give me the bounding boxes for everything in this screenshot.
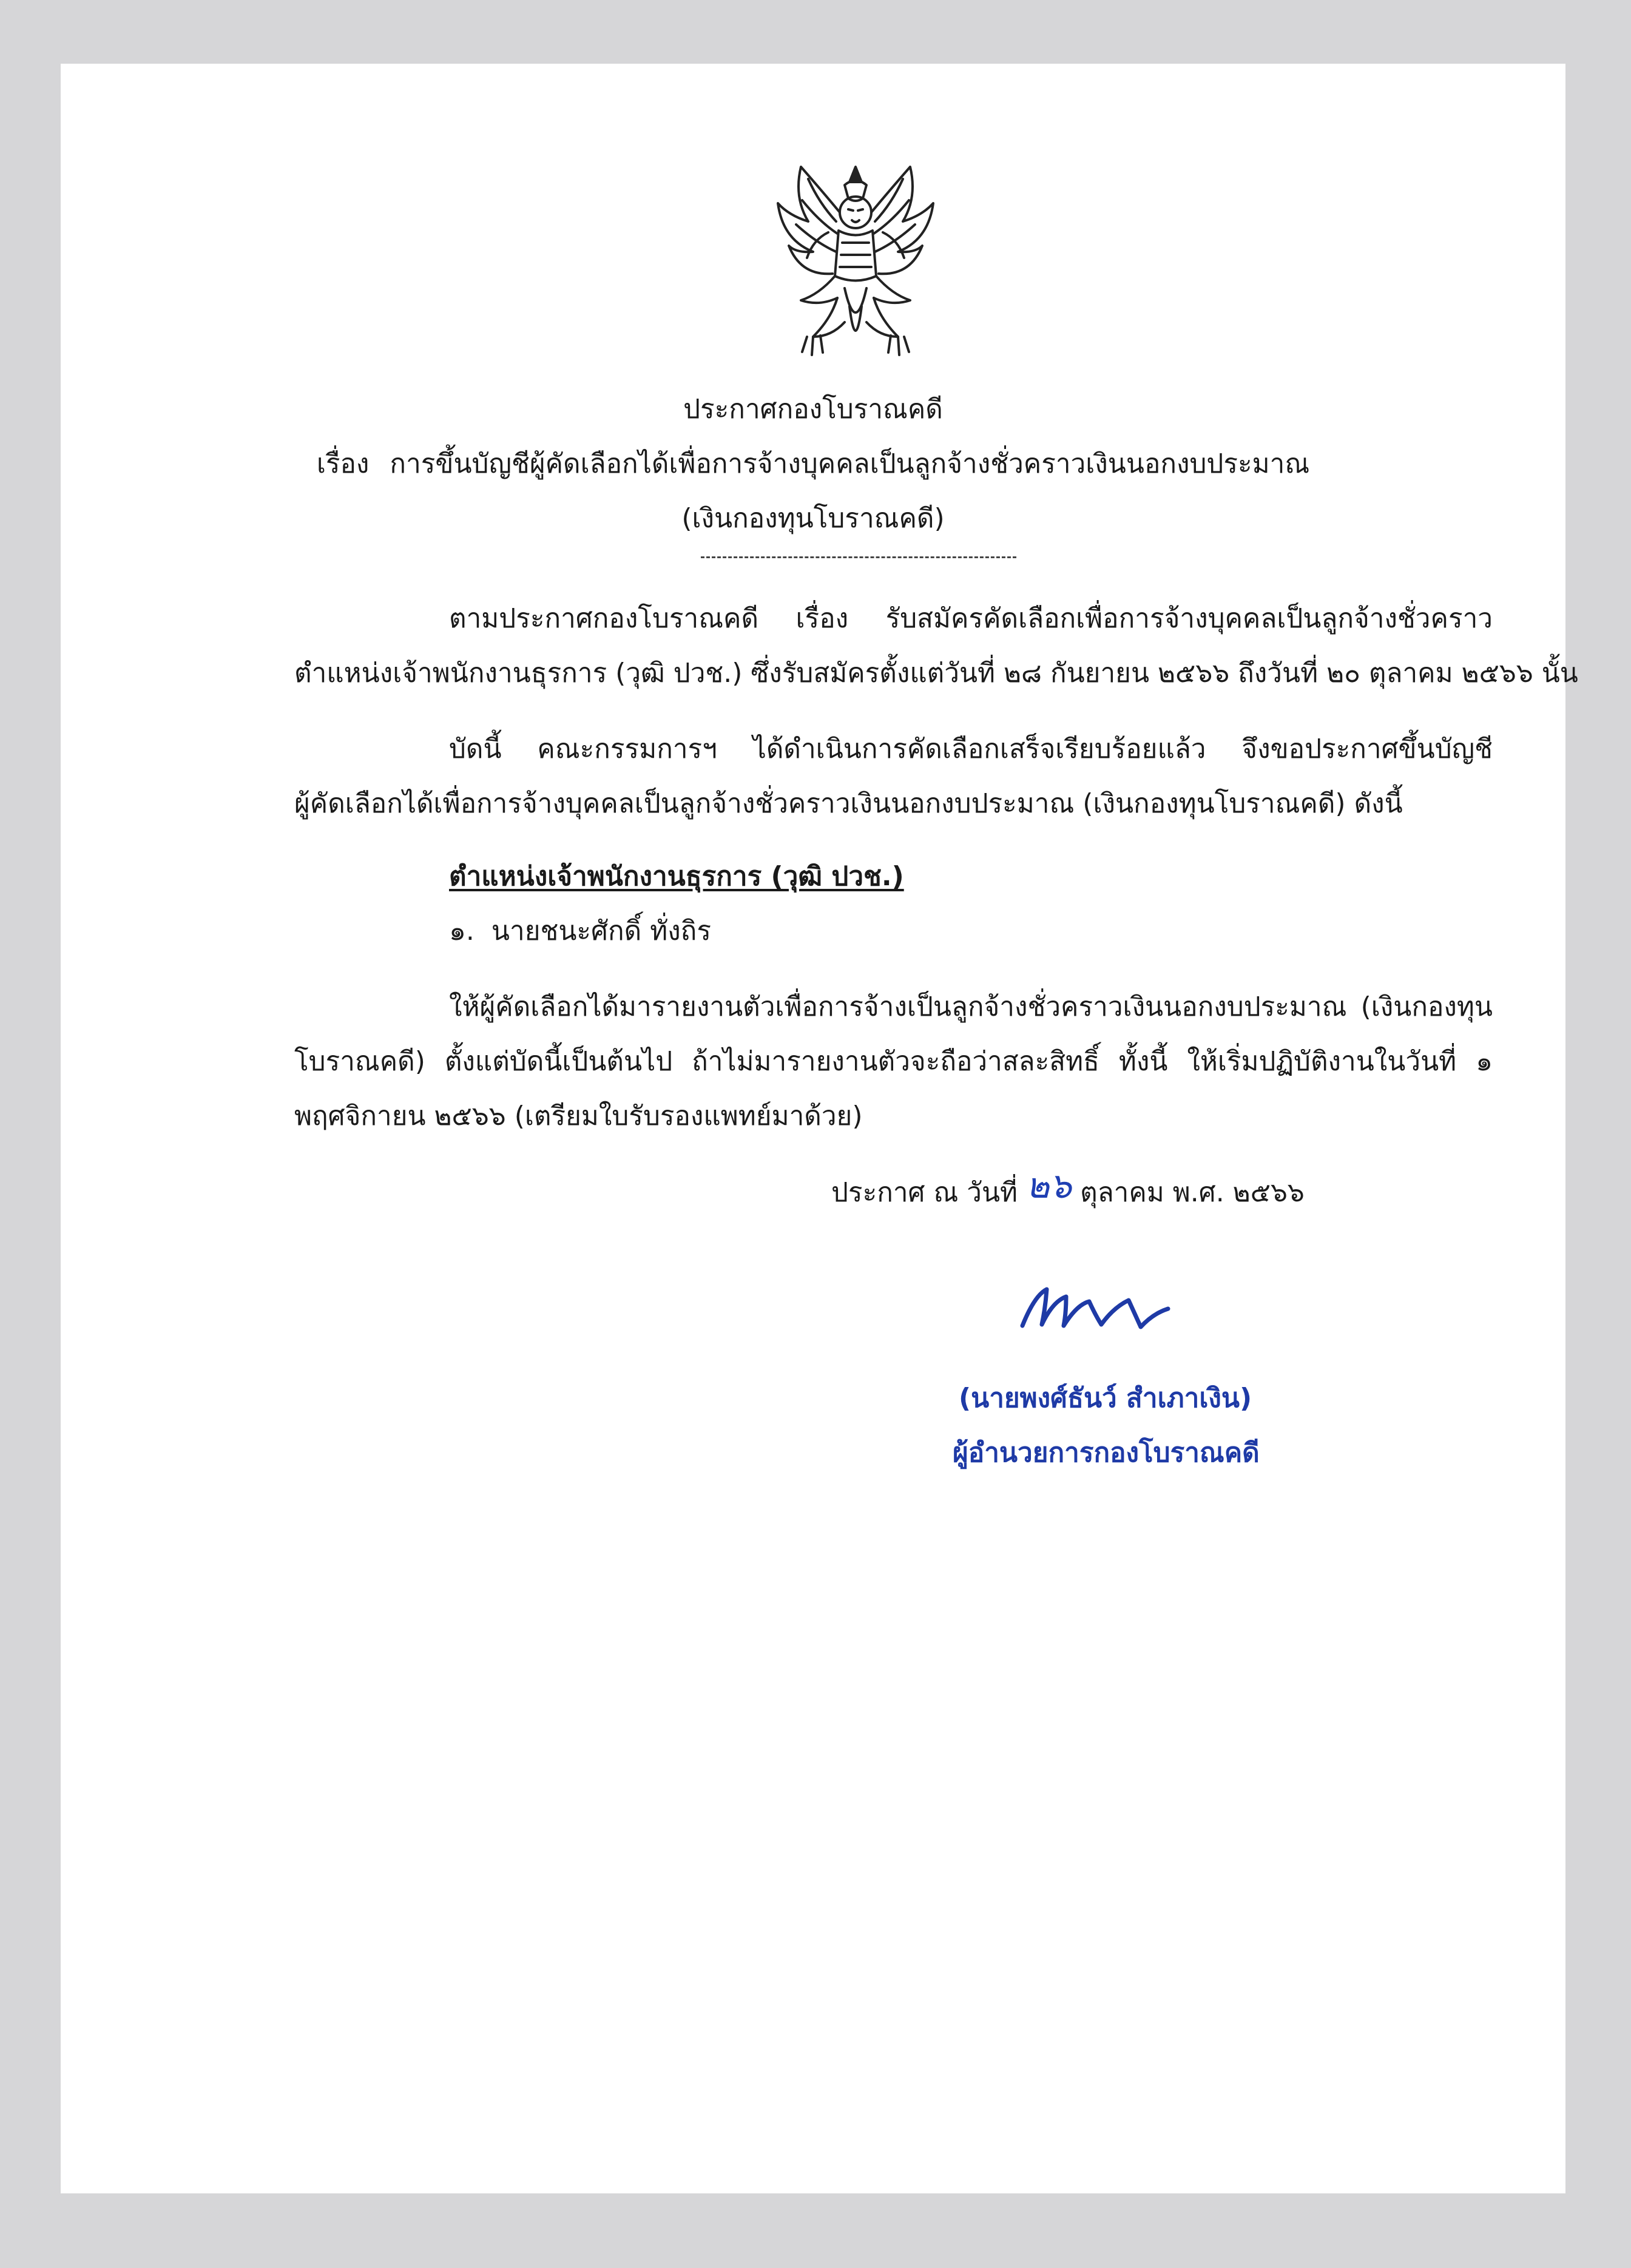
divider — [701, 556, 1016, 558]
paragraph-2-line-1: บัดนี้ คณะกรรมการฯ ได้ดำเนินการคัดเลือกเสร็จเรียบร้อยแล้ว จึงขอประกาศขึ้นบัญชี — [449, 734, 1493, 764]
list-item-name: นายชนะศักดิ์ ทั่งถิร — [491, 916, 711, 947]
signatory-name: (นายพงศ์ธันว์ สำเภาเงิน) — [959, 1383, 1252, 1414]
paragraph-3-line-3: พฤศจิกายน ๒๕๖๖ (เตรียมใบรับรองแพทย์มาด้วย) — [294, 1101, 863, 1132]
garuda-emblem — [765, 155, 947, 373]
signatory-title: ผู้อำนวยการกองโบราณคดี — [953, 1437, 1260, 1468]
dateline-suffix: ตุลาคม พ.ศ. ๒๕๖๖ — [1080, 1177, 1305, 1208]
paragraph-1-line-1: ตามประกาศกองโบราณคดี เรื่อง รับสมัครคัดเลือกเพื่อการจ้างบุคคลเป็นลูกจ้างชั่วคราว — [449, 603, 1493, 634]
paragraph-1-line-2: ตำแหน่งเจ้าพนักงานธุรการ (วุฒิ ปวช.) ซึ่งรับสมัครตั้งแต่วันที่ ๒๘ กันยายน ๒๕๖๖ ถึงวันที่ ๒๐ ตุลาคม ๒๕๖๖ นั้น — [294, 658, 1578, 689]
subject-text: การขึ้นบัญชีผู้คัดเลือกได้เพื่อการจ้างบุคคลเป็นลูกจ้างชั่วคราวเงินนอกงบประมาณ — [390, 448, 1310, 479]
position-heading: ตำแหน่งเจ้าพนักงานธุรการ (วุฒิ ปวช.) — [449, 861, 904, 892]
handwritten-day: ๒๖ — [1026, 1165, 1072, 1206]
announcement-title: ประกาศกองโบราณคดี — [683, 394, 943, 425]
paragraph-2-line-2: ผู้คัดเลือกได้เพื่อการจ้างบุคคลเป็นลูกจ้างชั่วคราวเงินนอกงบประมาณ (เงินกองทุนโบราณคดี) ดังนี้ — [294, 788, 1403, 819]
announcement-subject — [61, 446, 1565, 482]
list-item-number: ๑. — [449, 916, 474, 947]
paragraph-3-line-1: ให้ผู้คัดเลือกได้มารายงานตัวเพื่อการจ้างเป็นลูกจ้างชั่วคราวเงินนอกงบประมาณ (เงินกองทุน — [449, 991, 1493, 1022]
dateline-prefix: ประกาศ ณ วันที่ — [831, 1177, 1018, 1208]
document-page — [61, 64, 1578, 2193]
dateline — [831, 1165, 1305, 1211]
list-item — [449, 913, 711, 950]
subject-label: เรื่อง — [316, 448, 370, 479]
subject-parenthetical: (เงินกองทุนโบราณคดี) — [681, 503, 945, 534]
paragraph-3-line-2: โบราณคดี) ตั้งแต่บัดนี้เป็นต้นไป ถ้าไม่มารายงานตัวจะถือว่าสละสิทธิ์ ทั้งนี้ ให้เริ่มปฏิบัติงานในวันที่ ๑ — [294, 1046, 1493, 1077]
handwritten-signature — [1010, 1271, 1186, 1344]
